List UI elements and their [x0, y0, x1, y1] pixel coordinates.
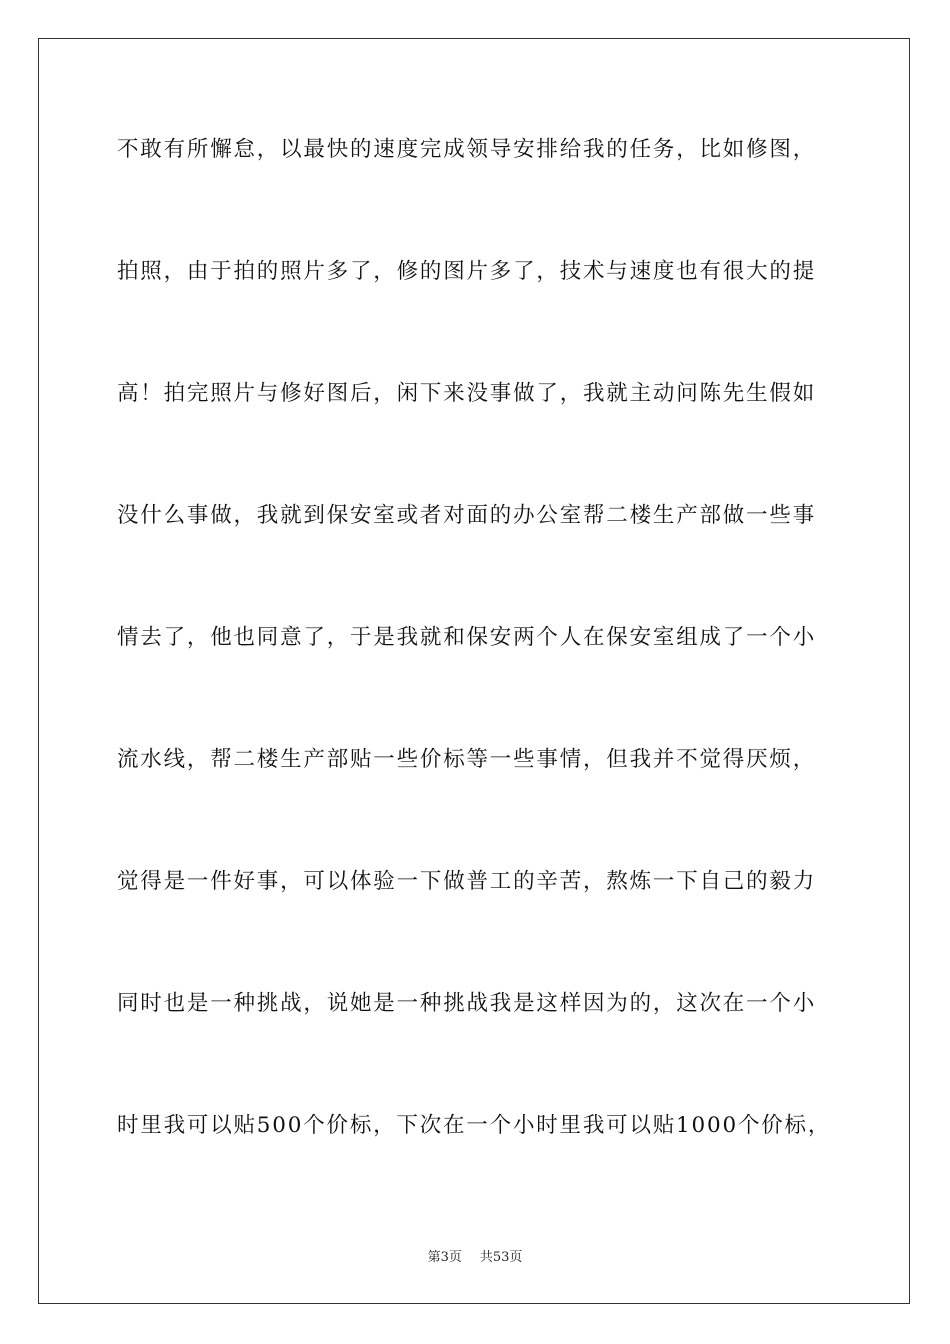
- text-line-2: 拍照，由于拍的照片多了，修的图片多了，技术与速度也有很大的提: [117, 259, 817, 284]
- page-footer: [0, 1246, 950, 1265]
- text-line-6: 流水线，帮二楼生产部贴一些价标等一些事情，但我并不觉得厌烦，: [117, 747, 817, 772]
- document-body: [117, 128, 837, 1226]
- text-line-4: 没什么事做，我就到保安室或者对面的办公室帮二楼生产部做一些事: [117, 503, 817, 528]
- text-line-5: 情去了，他也同意了，于是我就和保安两个人在保安室组成了一个小: [117, 625, 817, 650]
- total-pages: 共53页: [479, 1250, 523, 1265]
- text-line-7: 觉得是一件好事，可以体验一下做普工的辛苦，熬炼一下自己的毅力: [117, 869, 817, 894]
- text-line-8: 同时也是一种挑战，说她是一种挑战我是这样因为的，这次在一个小: [117, 991, 817, 1016]
- text-line-3: 高！拍完照片与修好图后，闲下来没事做了，我就主动问陈先生假如: [117, 381, 817, 406]
- text-line-9: 时里我可以贴500个价标，下次在一个小时里我可以贴1000个价标，: [117, 1113, 832, 1138]
- page-number: 第3页: [427, 1250, 462, 1265]
- text-line-1: 不敢有所懈怠，以最快的速度完成领导安排给我的任务，比如修图，: [117, 137, 817, 162]
